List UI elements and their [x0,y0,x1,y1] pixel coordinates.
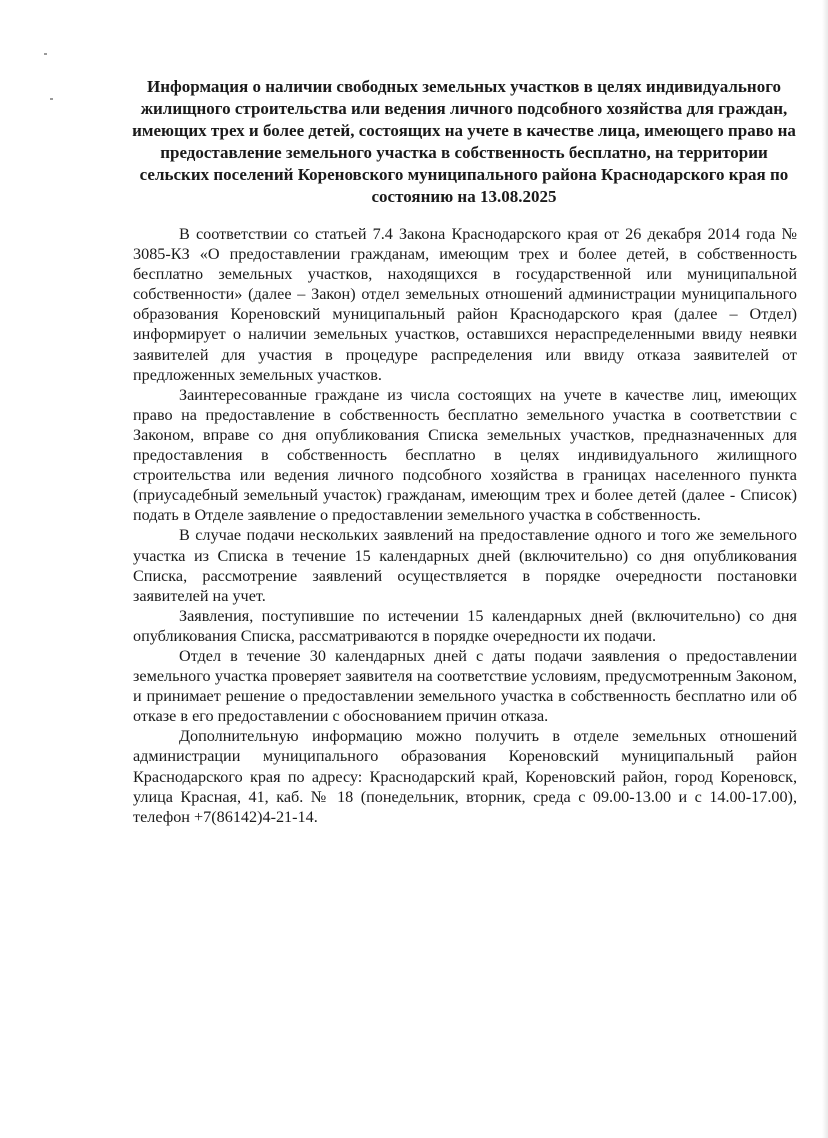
document-title: Информация о наличии свободных земельных участков в целях индивидуального жилищного строительства или ведения личного подсобного хозяйства для граждан, имеющих трех и более детей, состоящих на учете в качестве лица, имеющего право на предоставление земельного участка в собственность бесплатно, на территории сельских поселений Кореновского муниципального района Краснодарского края по состоянию на 13.08.2025 [132,77,796,206]
page-edge-shadow [822,0,828,1138]
paragraph-late-applications: Заявления, поступившие по истечении 15 календарных дней (включительно) со дня опубликования Списка, рассматриваются в порядке очередности их подачи. [133,606,797,645]
scan-speck [50,98,53,100]
document-body [133,224,797,827]
scan-speck [44,53,47,55]
paragraph-contact-info: Дополнительную информацию можно получить в отделе земельных отношений администрации муниципального образования Кореновский муниципальный район Краснодарского края по адресу: Краснодарский край, Кореновский район, город Кореновск, улица Красная, 41, каб. № 18 (понедельник, вторник, среда с 09.00-13.00 и с 14.00-17.00), телефон +7(86142)4-21-14. [133,727,797,826]
paragraph-multiple-applications: В случае подачи нескольких заявлений на предоставление одного и того же земельного участка из Списка в течение 15 календарных дней (включительно) со дня опубликования Списка, рассмотрение заявлений осуществляется в порядке очередности постановки заявителей на учет. [133,526,797,605]
paragraph-law-reference: В соответствии со статьей 7.4 Закона Краснодарского края от 26 декабря 2014 года № 3085-КЗ «О предоставлении гражданам, имеющим трех и более детей, в собственность бесплатно земельных участков, находящихся в государственной или муниципальной собственности» (далее – Закон) отдел земельных отношений администрации муниципального образования Кореновский муниципальный район Краснодарского края (далее – Отдел) информирует о наличии земельных участков, оставшихся нераспределенными ввиду неявки заявителей для участия в процедуре распределения или ввиду отказа заявителей от предложенных земельных участков. [133,225,797,384]
paragraph-review-period: Отдел в течение 30 календарных дней с даты подачи заявления о предоставлении земельного участка проверяет заявителя на соответствие условиям, предусмотренным Законом, и принимает решение о предоставлении земельного участка в собственность бесплатно или об отказе в его предоставлении с обоснованием причин отказа. [133,646,797,726]
paragraph-eligible-citizens: Заинтересованные граждане из числа состоящих на учете в качестве лиц, имеющих право на предоставление в собственность бесплатно земельного участка в соответствии с Законом, вправе со дня опубликования Списка земельных участков, предназначенных для предоставления в собственность бесплатно в целях индивидуального жилищного строительства или ведения личного подсобного хозяйства в границах населенного пункта (приусадебный земельный участок) гражданам, имеющим трех и более детей (далее - Список) подать в Отделе заявление о предоставлении земельного участка в собственность. [133,385,797,525]
